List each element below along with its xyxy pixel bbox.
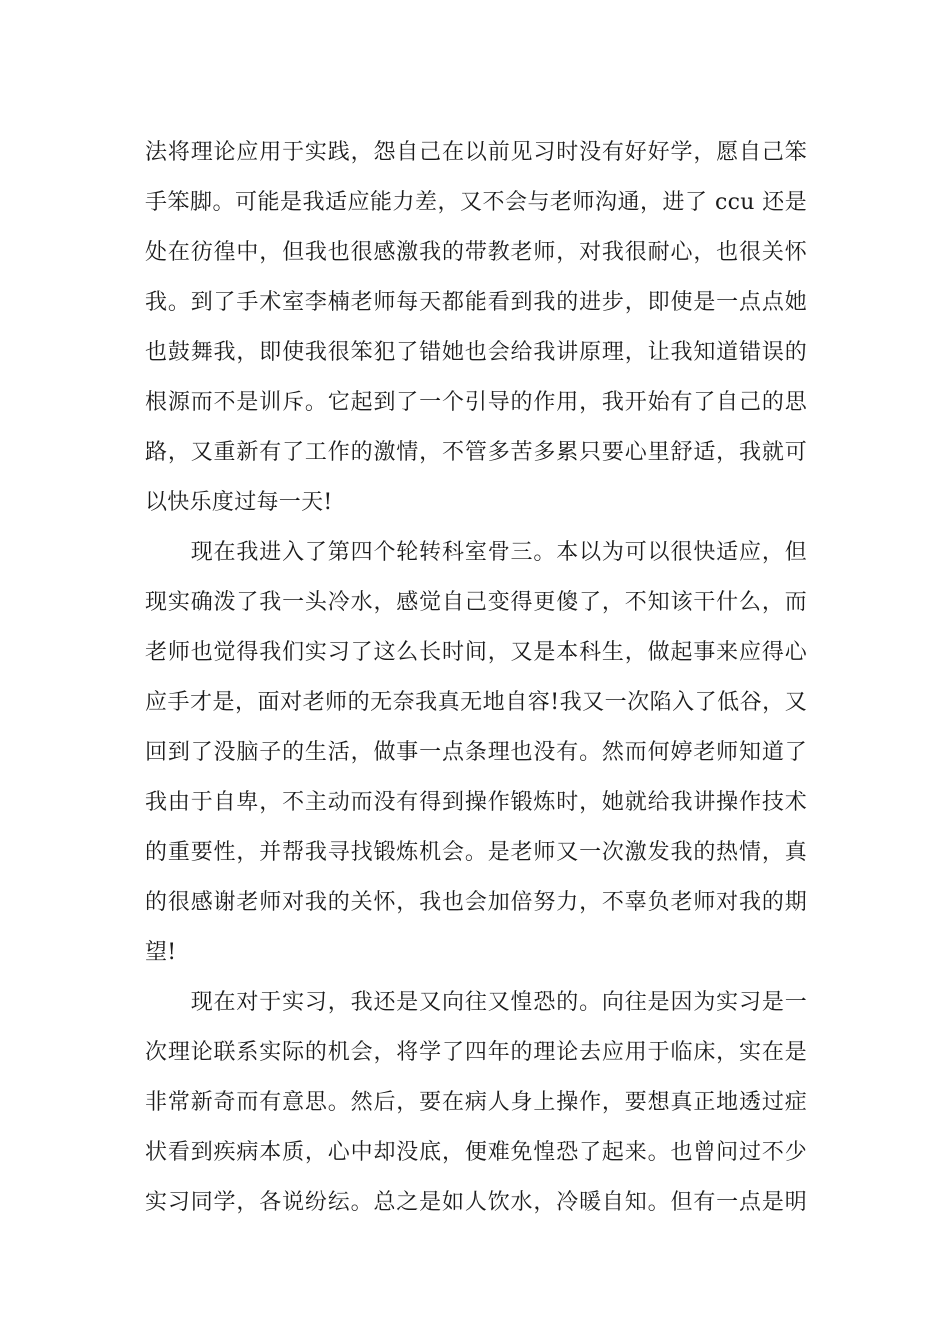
text-line: 的很感谢老师对我的关怀，我也会加倍努力，不辜负老师对我的期 [145,890,807,915]
text-line: 次理论联系实际的机会，将学了四年的理论去应用于临床，实在是 [145,1040,807,1065]
text-line: 我。到了手术室李楠老师每天都能看到我的进步，即使是一点点她 [145,290,807,315]
text-line: 的重要性，并帮我寻找锻炼机会。是老师又一次激发我的热情，真 [145,840,807,865]
document-body [145,128,807,1228]
text-line: 路，又重新有了工作的激情，不管多苦多累只要心里舒适，我就可 [145,440,807,465]
text-line: 处在彷徨中，但我也很感激我的带教老师，对我很耐心，也很关怀 [145,240,807,265]
text-line: 我由于自卑，不主动而没有得到操作锻炼时，她就给我讲操作技术 [145,790,807,815]
text-line: 应手才是，面对老师的无奈我真无地自容!我又一次陷入了低谷，又 [145,690,807,715]
text-line: 现在对于实习，我还是又向往又惶恐的。向往是因为实习是一 [145,990,807,1015]
text-line: 实习同学，各说纷纭。总之是如人饮水，冷暖自知。但有一点是明 [145,1190,807,1215]
text-line: 以快乐度过每一天! [145,490,333,515]
paragraph-2 [145,528,807,978]
text-line: 非常新奇而有意思。然后，要在病人身上操作，要想真正地透过症 [145,1090,807,1115]
text-line: 根源而不是训斥。它起到了一个引导的作用，我开始有了自己的思 [145,390,807,415]
text-line: 现实确泼了我一头冷水，感觉自己变得更傻了，不知该干什么，而 [145,590,807,615]
text-line: 状看到疾病本质，心中却没底，便难免惶恐了起来。也曾问过不少 [145,1140,807,1165]
text-line: 也鼓舞我，即使我很笨犯了错她也会给我讲原理，让我知道错误的 [145,340,807,365]
text-line: 望! [145,940,177,965]
text-line: 老师也觉得我们实习了这么长时间，又是本科生，做起事来应得心 [145,640,807,665]
text-line: 法将理论应用于实践，怨自己在以前见习时没有好好学，愿自己笨 [145,140,807,165]
paragraph-3 [145,978,807,1228]
paragraph-1 [145,128,807,528]
text-line: 手笨脚。可能是我适应能力差，又不会与老师沟通，进了 ccu 还是 [145,190,807,215]
text-line: 现在我进入了第四个轮转科室骨三。本以为可以很快适应，但 [145,540,807,565]
text-line: 回到了没脑子的生活，做事一点条理也没有。然而何婷老师知道了 [145,740,807,765]
